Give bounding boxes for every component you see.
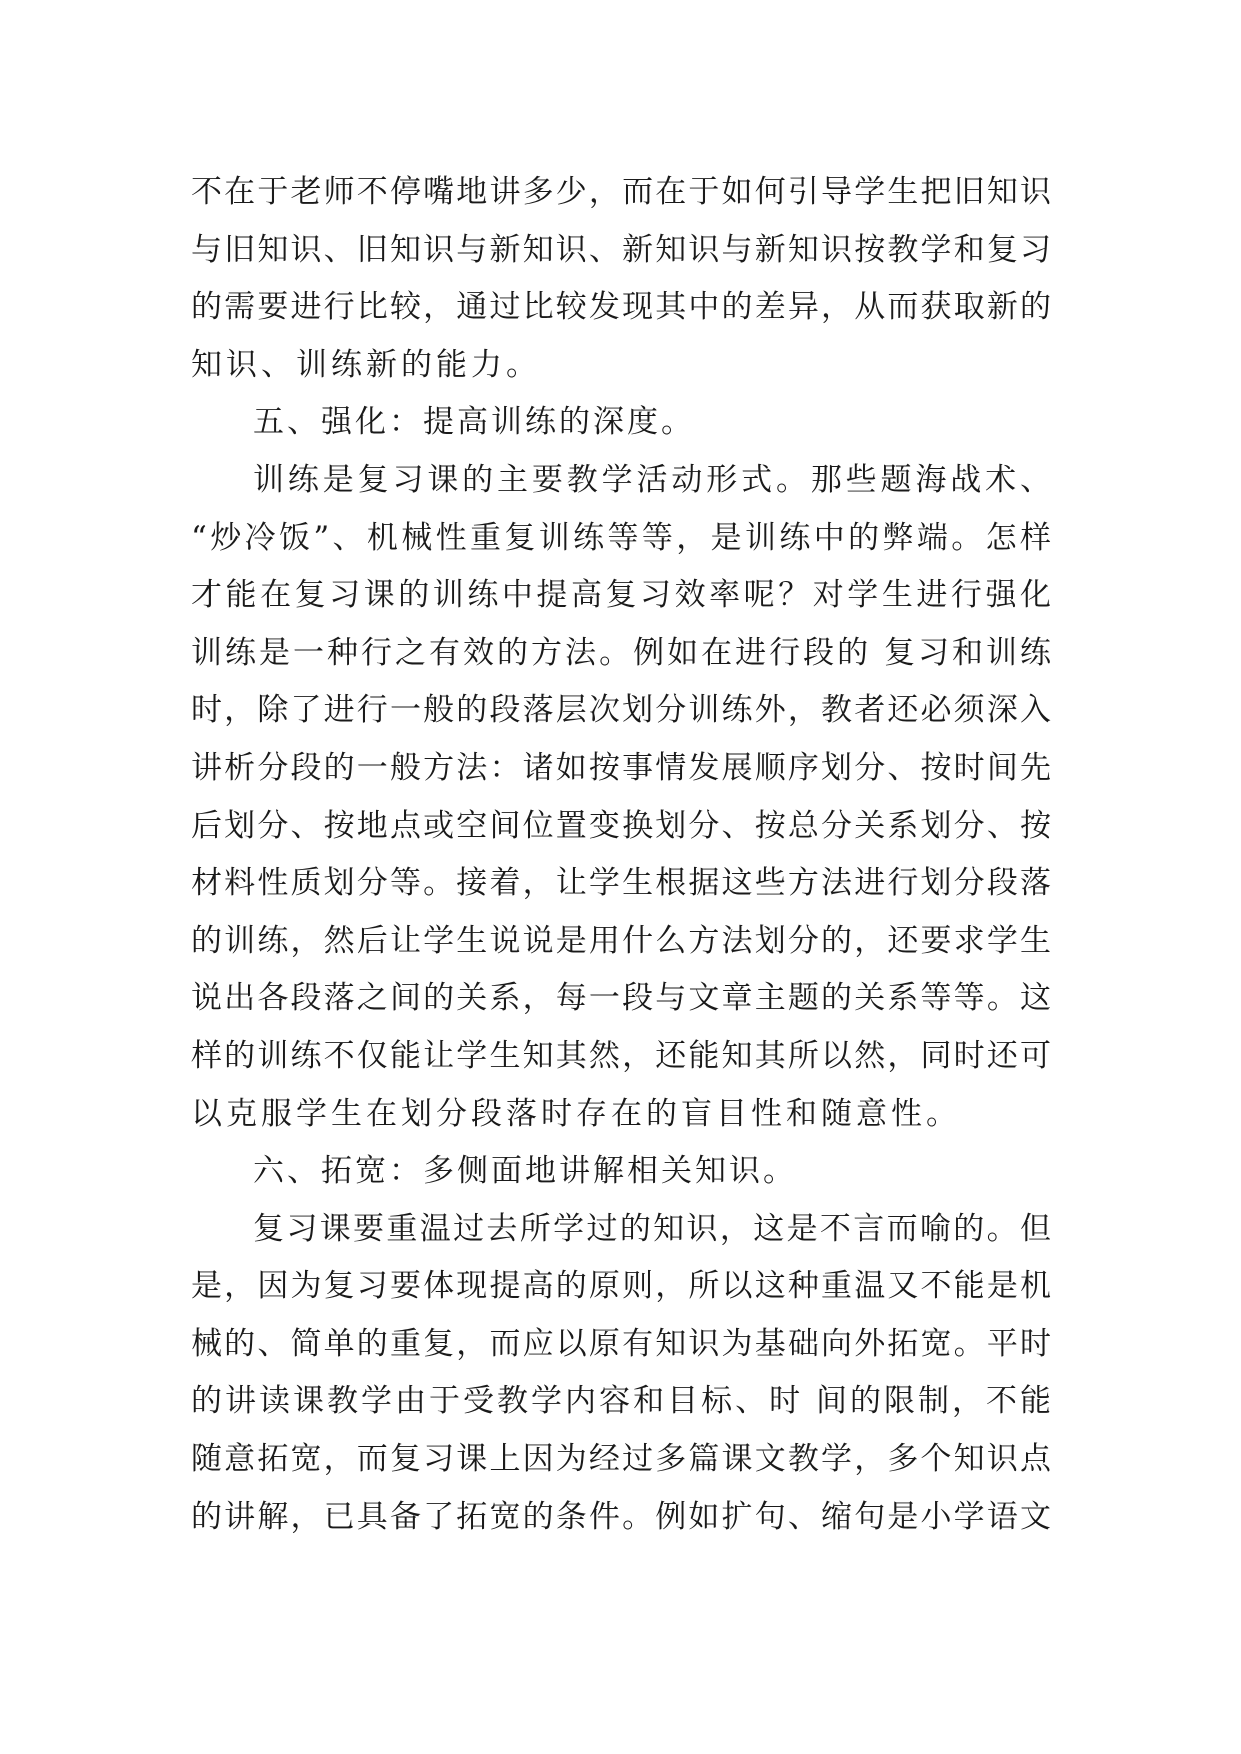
text-line: 以克服学生在划分段落时存在的盲目性和随意性。 — [191, 1095, 961, 1132]
text-line: 训练是一种行之有效的方法。例如在进行段的 复习和训练 — [191, 634, 1051, 671]
text-line: 的讲解，已具备了拓宽的条件。例如扩句、缩句是小学语文 — [191, 1498, 1051, 1535]
text-line: “炒冷饭”、机械性重复训练等等，是训练中的弊端。怎样 — [191, 519, 1051, 556]
text-line: 讲析分段的一般方法：诸如按事情发展顺序划分、按时间先 — [191, 749, 1051, 786]
text-line: 是，因为复习要体现提高的原则，所以这种重温又不能是机 — [191, 1268, 1051, 1305]
text-line: 时，除了进行一般的段落层次划分训练外，教者还必须深入 — [191, 692, 1051, 729]
section-heading-5: 五、强化：提高训练的深度。 — [253, 404, 695, 441]
text-line: 的需要进行比较，通过比较发现其中的差异，从而获取新的 — [191, 289, 1051, 326]
text-line: 与旧知识、旧知识与新知识、新知识与新知识按教学和复习 — [191, 231, 1051, 268]
text-line: 材料性质划分等。接着，让学生根据这些方法进行划分段落 — [191, 865, 1051, 902]
text-line: 械的、简单的重复，而应以原有知识为基础向外拓宽。平时 — [191, 1325, 1051, 1362]
text-line: 不在于老师不停嘴地讲多少，而在于如何引导学生把旧知识 — [191, 174, 1051, 210]
paragraph-first-line: 复习课要重温过去所学过的知识，这是不言而喻的。但 — [253, 1210, 1051, 1247]
text-line: 说出各段落之间的关系，每一段与文章主题的关系等等。这 — [191, 980, 1051, 1017]
section-heading-6: 六、拓宽：多侧面地讲解相关知识。 — [253, 1153, 797, 1190]
text-line: 知识、训练新的能力。 — [191, 346, 541, 383]
text-line: 样的训练不仅能让学生知其然，还能知其所以然，同时还可 — [191, 1037, 1051, 1074]
text-line: 随意拓宽，而复习课上因为经过多篇课文教学，多个知识点 — [191, 1441, 1051, 1478]
body-text — [191, 164, 1051, 1546]
text-line: 才能在复习课的训练中提高复习效率呢？对学生进行强化 — [191, 577, 1051, 614]
text-line: 后划分、按地点或空间位置变换划分、按总分关系划分、按 — [191, 807, 1051, 844]
text-line: 的讲读课教学由于受教学内容和目标、时 间的限制，不能 — [191, 1383, 1051, 1420]
text-line: 的训练，然后让学生说说是用什么方法划分的，还要求学生 — [191, 922, 1051, 959]
paragraph-first-line: 训练是复习课的主要教学活动形式。那些题海战术、 — [253, 461, 1051, 498]
